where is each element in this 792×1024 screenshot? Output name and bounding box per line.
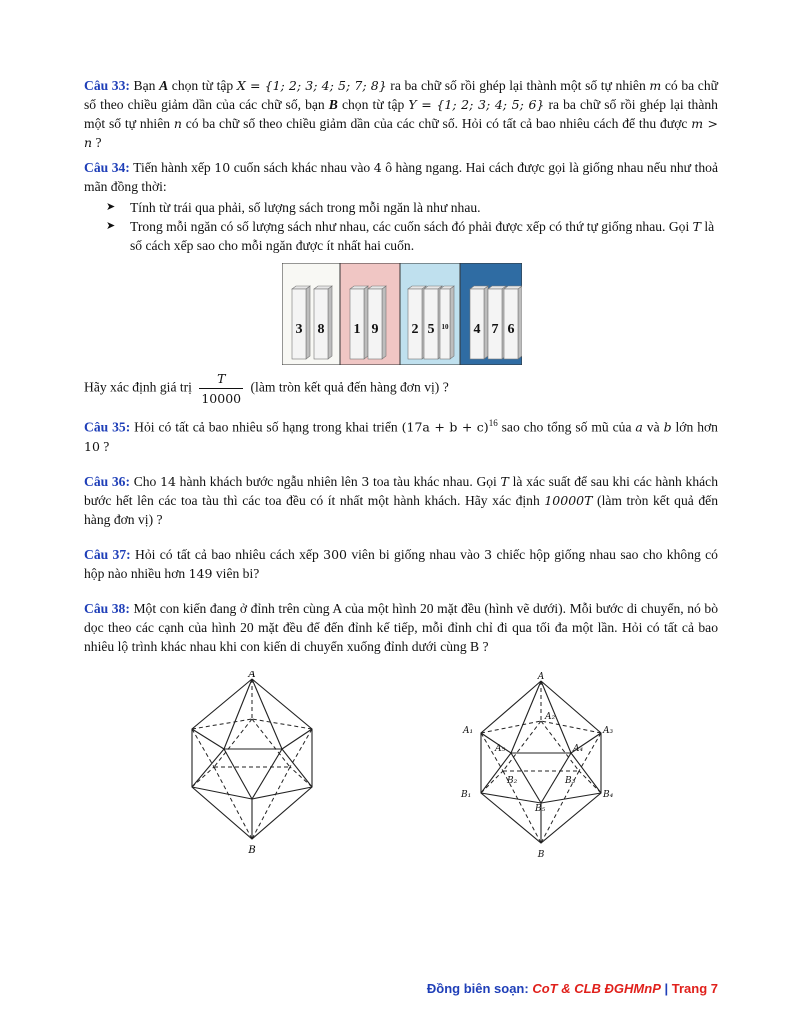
book-number: 4: [473, 322, 481, 337]
book-number: 10: [441, 323, 449, 331]
question-37: Câu 37: Hỏi có tất cả bao nhiêu cách xếp 300 viên bi giống nhau vào 3 chiếc hộp giống nhau sao cho không có hộp nào nhiều hơn 149 viên bi?: [84, 546, 718, 581]
set-x: X = {1; 2; 3; 4; 5; 7; 8}: [236, 78, 387, 93]
book-number: 2: [411, 322, 419, 337]
icosahedron-figure-1: [184, 671, 334, 856]
vertex-label: A₁: [463, 726, 474, 736]
vertex-label: B₅: [535, 804, 546, 814]
book-side: [306, 286, 310, 359]
vertex-label: B: [248, 845, 256, 856]
author-credit: CoT & CLB ĐGHMnP: [532, 981, 661, 996]
book-number: 3: [295, 322, 303, 337]
arrow-bullet-icon: ➤: [106, 201, 116, 213]
question-label: Câu 36:: [84, 473, 130, 489]
book-side: [382, 286, 386, 359]
fraction: $\frac{T}{10000}$: [201, 371, 242, 406]
list-item: ➤ Trong mỗi ngăn có số lượng sách như nhau, các cuốn sách đó phải được xếp có thứ tự giống nhau. Gọi T là số cách xếp sao cho mỗi ngăn được ít nhất hai cuốn.: [106, 219, 715, 253]
question-label: Câu 37:: [84, 546, 131, 562]
question-38: Câu 38: Một con kiến đang ở đỉnh trên cùng A của một hình 20 mặt đều (hình vẽ dưới). Mỗi bước di chuyển, nó bò dọc theo các cạnh của hình 20 mặt đều để đến đỉnh kế tiếp, mỗi đỉnh chỉ đi qua tối đa một lần. Hỏi có tất cả bao nhiêu lộ trình khác nhau khi con kiến di chuyển xuống đỉnh dưới cùng B ?: [84, 600, 719, 654]
icosahedron-figures: [84, 671, 718, 861]
page-footer: Đồng biên soạn: CoT & CLB ĐGHMnP | Trang 7: [426, 981, 718, 996]
book-number: 9: [371, 322, 379, 337]
book-number: 8: [317, 322, 325, 337]
vertex-label: A: [248, 671, 256, 680]
icosahedron-figure-2: [459, 671, 629, 861]
arrow-bullet-icon: ➤: [106, 220, 116, 232]
question-33: Câu 33: Bạn A chọn từ tập X = {1; 2; 3; 4; 5; 7; 8} ra ba chữ số rồi ghép lại thành một số tự nhiên m có ba chữ số theo chiều giảm dần của các chữ số, bạn B chọn từ tập Y = {1; 2; 3; 4; 5; 6} ra ba chữ số rồi ghép lại thành một số tự nhiên n có ba chữ số theo chiều giảm dần của các chữ số. Hỏi có tất cả bao nhiêu cách để thu được m > n ?: [84, 78, 718, 150]
question-label: Câu 34:: [84, 160, 130, 175]
vertex-label: B₄: [603, 790, 614, 800]
vertex-label: A₅: [495, 744, 506, 754]
book-number: 6: [507, 322, 515, 337]
vertex-label: A: [537, 672, 545, 682]
list-item: ➤ Tính từ trái qua phải, số lượng sách trong mỗi ngăn là như nhau.: [106, 200, 481, 215]
book-side: [518, 286, 522, 359]
book-side: [484, 286, 488, 359]
vertex-label: B: [537, 850, 545, 860]
book-side: [450, 286, 454, 359]
vertex-label: B₂: [507, 776, 518, 786]
question-35: Câu 35: Hỏi có tất cả bao nhiêu số hạng trong khai triển $(17a + b + c)^{16}$ sao cho tổng số mũ của a và b lớn hơn 10 ?: [84, 418, 718, 454]
vertex-label: A₃: [603, 726, 614, 736]
vertex-label: B₃: [565, 776, 576, 786]
page-number: Trang 7: [671, 981, 718, 996]
question-label: Câu 38:: [84, 600, 130, 616]
book-number: 7: [491, 322, 499, 337]
vertex-label: A₄: [573, 744, 584, 754]
page-content: [84, 76, 719, 860]
condition-list: [84, 198, 718, 255]
book-number: 5: [427, 322, 435, 337]
question-34: Câu 34: Tiến hành xếp 10 cuốn sách khác nhau vào 4 ô hàng ngang. Hai cách được gọi là giống nhau nếu như thoả mãn đồng thời:: [84, 160, 718, 194]
vertex-label: B₁: [461, 790, 472, 800]
book-side: [328, 286, 332, 359]
bookshelf-svg: [282, 263, 522, 365]
question-36: Câu 36: Cho 14 hành khách bước ngẫu nhiên lên 3 toa tàu khác nhau. Gọi T là xác suất để sau khi các hành khách bước hết lên các toa tàu thì các toa đều có ít nhất một hành khách. Hãy xác định 10000T (làm tròn kết quả đến hàng đơn vị) ?: [84, 473, 718, 527]
question-label: Câu 35:: [84, 419, 131, 435]
question-label: Câu 33:: [84, 78, 130, 93]
question-34-ask: Hãy xác định giá trị $\frac{T}{10000}$ (làm tròn kết quả đến hàng đơn vị) ?: [84, 371, 449, 406]
bookshelf-figure: [282, 263, 522, 365]
set-y: Y = {1; 2; 3; 4; 5; 6}: [408, 97, 545, 112]
book-number: 1: [353, 322, 361, 337]
vertex-label: A₂: [545, 712, 556, 722]
book-side: [364, 286, 368, 359]
